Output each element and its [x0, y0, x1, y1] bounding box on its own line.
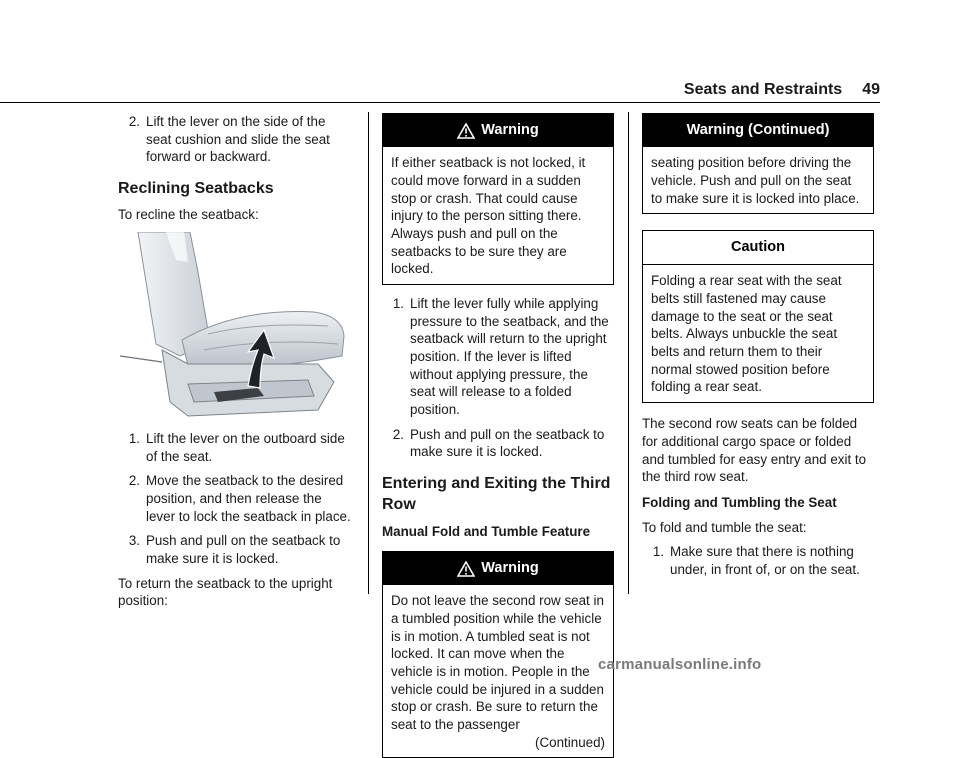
- step-item: 2. Move the seatback to the desired position, and then release the lever to lock the seatback in place.: [128, 473, 351, 524]
- column-divider-left: [368, 112, 369, 594]
- fold-tumble-subheading: Manual Fold and Tumble Feature: [382, 524, 591, 540]
- column-1: [118, 113, 354, 617]
- step-item: 2. Lift the lever on the side of the seat cushion and slide the seat forward or backward.: [128, 114, 330, 165]
- watermark: carmanualsonline.info: [598, 656, 762, 673]
- step-item: 2. Push and pull on the seatback to make sure it is locked.: [392, 426, 605, 460]
- fold-paragraph: The second row seats can be folded for additional cargo space or folded and tumbled for easy entry and exit to the third row seat.: [642, 416, 867, 485]
- reclining-heading: Reclining Seatbacks: [118, 180, 274, 198]
- page-header: [640, 79, 880, 100]
- caution-text: Folding a rear seat with the seat belts still fastened may cause damage to the seat or the seat belts. Always unbuckle the seat belts and return them to their normal stowed position before folding a rear seat.: [651, 273, 842, 395]
- step-item: 1. Make sure that there is nothing under, in front of, or on the seat.: [652, 544, 860, 577]
- warning-header: Warning: [383, 552, 613, 585]
- warning-continued-header: Warning (Continued): [643, 114, 873, 147]
- folding-subheading: Folding and Tumbling the Seat: [642, 494, 837, 510]
- warning-continued-box: [642, 113, 874, 214]
- column-2: [382, 113, 614, 758]
- folding-intro: To fold and tumble the seat:: [642, 519, 807, 535]
- reclining-steps: [118, 430, 354, 568]
- section-title: Seats and Restraints: [683, 81, 843, 98]
- warning-text: Do not leave the second row seat in a tumbled position while the vehicle is in motion. A tumbled seat is not locked. It can move when the vehicle is in motion. People in the vehicle could be injured in a sudden stop or crash. Be sure to return the seat to the passenger (Continued): [391, 593, 605, 750]
- warning-header: Warning: [383, 114, 613, 147]
- return-text: To return the seatback to the upright position:: [118, 575, 333, 609]
- warning-box: [382, 113, 614, 285]
- entering-heading: Entering and Exiting the Third Row: [382, 475, 611, 514]
- warning-triangle-icon: [457, 561, 475, 577]
- column-3: [642, 113, 874, 586]
- page-number: 49: [862, 81, 880, 98]
- continued-label: (Continued): [535, 734, 605, 750]
- warning-triangle-icon: [457, 123, 475, 139]
- caution-box: [642, 230, 874, 403]
- seat-recline-lever-illustration: [118, 232, 346, 418]
- reclining-intro: To recline the seatback:: [118, 207, 259, 223]
- step-item: 3. Push and pull on the seatback to make sure it is locked.: [128, 533, 341, 566]
- upright-steps: [382, 295, 614, 461]
- column-divider-right: [628, 112, 629, 594]
- caution-header: Caution: [643, 231, 873, 265]
- header-rule: [0, 102, 880, 103]
- warning-text: seating position before driving the vehicle. Push and pull on the seat to make sure it is locked into place.: [651, 155, 860, 206]
- step-item: 1. Lift the lever fully while applying pressure to the seatback, and the seatback will return to the upright position. If the lever is lifted without applying pressure, the seat will release to a folded position.: [392, 295, 609, 418]
- step-item: 1. Lift the lever on the outboard side of the seat.: [128, 430, 345, 464]
- warning-text: If either seatback is not locked, it could move forward in a sudden stop or crash. That could cause injury to the person sitting there. Always push and pull on the seatbacks to be sure they are locked.: [391, 155, 586, 277]
- warning-box: [382, 551, 614, 758]
